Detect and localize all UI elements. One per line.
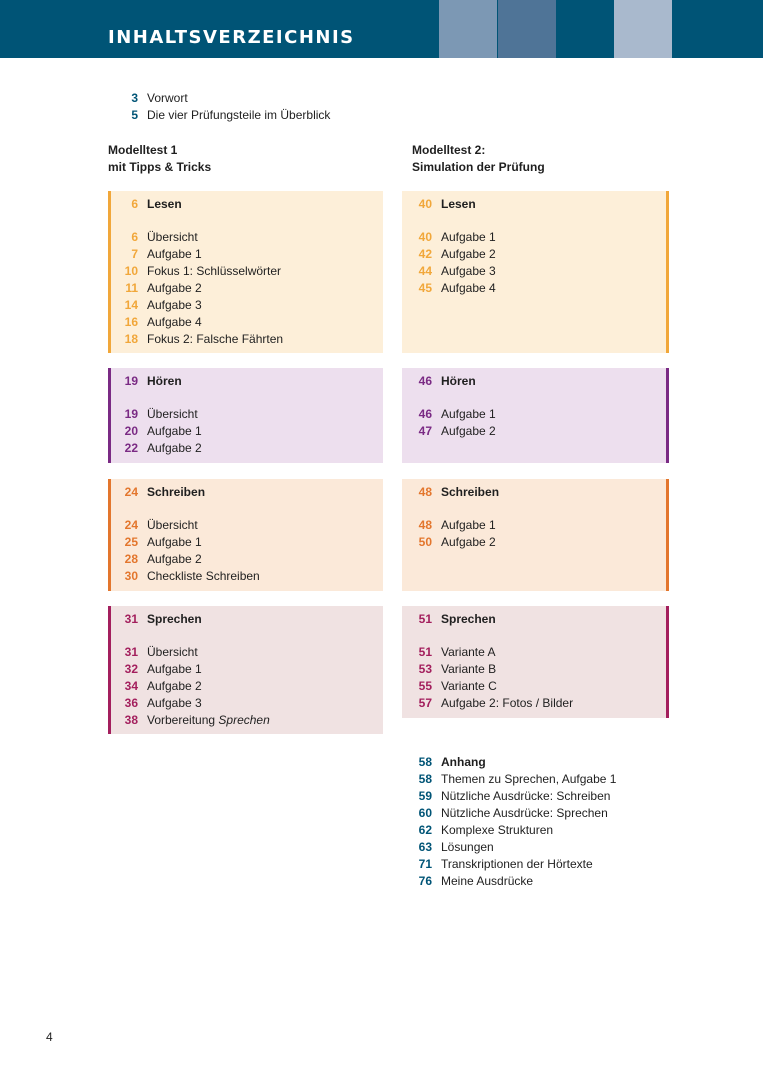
- toc-label: Sprechen: [147, 612, 202, 626]
- toc-section-heading[interactable]: [402, 373, 496, 390]
- toc-label: Sprechen: [441, 612, 496, 626]
- toc-label: Aufgabe 1: [147, 535, 202, 549]
- section-schreiben-modelltest-1: [108, 479, 383, 591]
- toc-entry[interactable]: [108, 517, 260, 534]
- toc-entry[interactable]: [108, 551, 260, 568]
- toc-label: Aufgabe 3: [147, 298, 202, 312]
- toc-page-number: 51: [418, 645, 432, 659]
- toc-section-heading[interactable]: [402, 484, 499, 501]
- toc-page-number: 48: [418, 518, 432, 532]
- toc-page-number: 51: [418, 612, 432, 626]
- toc-section-heading[interactable]: [402, 754, 616, 771]
- toc-page-number: 71: [418, 857, 432, 871]
- toc-label: Schreiben: [441, 485, 500, 499]
- toc-page-number: 40: [418, 230, 432, 244]
- toc-entry[interactable]: [402, 263, 496, 280]
- toc-label: Aufgabe 2: [147, 552, 202, 566]
- toc-label: Übersicht: [147, 645, 198, 659]
- toc-entry[interactable]: [402, 822, 616, 839]
- toc-page-number: 38: [124, 713, 138, 727]
- toc-entry[interactable]: [108, 661, 270, 678]
- toc-page-number: 46: [418, 407, 432, 421]
- toc-page-number: 30: [124, 569, 138, 583]
- toc-entry[interactable]: [402, 517, 499, 534]
- section-entries: [402, 611, 573, 712]
- header-decor-block: [614, 0, 672, 58]
- toc-page-number: 34: [124, 679, 138, 693]
- toc-page-number: 19: [124, 407, 138, 421]
- section-hoeren-modelltest-1: [108, 368, 383, 463]
- toc-page-number: 48: [418, 485, 432, 499]
- page-header: [0, 0, 763, 58]
- toc-label: Übersicht: [147, 518, 198, 532]
- toc-label: Aufgabe 1: [441, 230, 496, 244]
- toc-entry[interactable]: [108, 297, 283, 314]
- toc-entry[interactable]: [402, 771, 616, 788]
- toc-page-number: 55: [418, 679, 432, 693]
- toc-entry[interactable]: [402, 229, 496, 246]
- toc-label: Hören: [147, 374, 182, 388]
- toc-page-number: 24: [124, 485, 138, 499]
- toc-label: Transkriptionen der Hörtexte: [441, 857, 593, 871]
- section-entries: [402, 484, 499, 551]
- section-entries: [108, 196, 283, 348]
- toc-entry[interactable]: [402, 423, 496, 440]
- section-sprechen-modelltest-1: [108, 606, 383, 734]
- toc-entry[interactable]: [402, 873, 616, 890]
- toc-page-number: 53: [418, 662, 432, 676]
- toc-label: Anhang: [441, 755, 486, 769]
- toc-page-number: 45: [418, 281, 432, 295]
- toc-entry[interactable]: [108, 246, 283, 263]
- toc-label: Übersicht: [147, 407, 198, 421]
- toc-entry[interactable]: [402, 695, 573, 712]
- toc-label: Lesen: [441, 197, 476, 211]
- toc-page-number: 58: [418, 772, 432, 786]
- toc-page-number: 63: [418, 840, 432, 854]
- toc-page-number: 31: [124, 612, 138, 626]
- toc-entry[interactable]: [108, 314, 283, 331]
- toc-entry[interactable]: [108, 712, 270, 729]
- section-entries: [402, 196, 496, 297]
- toc-label: Aufgabe 2: [441, 535, 496, 549]
- toc-page-number: 6: [131, 230, 138, 244]
- toc-page-number: 31: [124, 645, 138, 659]
- toc-label-emphasis: Sprechen: [218, 713, 270, 727]
- toc-entry[interactable]: [402, 805, 616, 822]
- toc-label: Aufgabe 1: [147, 247, 202, 261]
- toc-entry[interactable]: [402, 406, 496, 423]
- toc-entry[interactable]: [402, 788, 616, 805]
- toc-page-number: 14: [124, 298, 138, 312]
- toc-entry[interactable]: [108, 331, 283, 348]
- toc-section-heading[interactable]: [108, 196, 283, 213]
- toc-page-number: 3: [131, 91, 138, 105]
- anhang-list: [402, 754, 616, 890]
- toc-label: Checkliste Schreiben: [147, 569, 260, 583]
- toc-entry[interactable]: [108, 440, 202, 457]
- toc-page-number: 47: [418, 424, 432, 438]
- toc-label: Die vier Prüfungsteile im Überblick: [147, 108, 331, 122]
- toc-label: Vorbereitung Sprechen: [147, 713, 270, 727]
- toc-page-number: 18: [124, 332, 138, 346]
- toc-entry[interactable]: [402, 661, 573, 678]
- toc-entry[interactable]: [108, 90, 330, 107]
- toc-page-number: 6: [131, 197, 138, 211]
- section-entries: [108, 611, 270, 729]
- section-schreiben-modelltest-2: [402, 479, 669, 591]
- page-number: 4: [46, 1030, 53, 1044]
- toc-page-number: 58: [418, 755, 432, 769]
- toc-entry[interactable]: [108, 568, 260, 585]
- toc-page-number: 32: [124, 662, 138, 676]
- toc-label: Aufgabe 3: [441, 264, 496, 278]
- column-heading-modelltest-1: Modelltest 1 mit Tipps & Tricks: [108, 143, 212, 174]
- toc-label: Meine Ausdrücke: [441, 874, 534, 888]
- toc-label: Übersicht: [147, 230, 198, 244]
- page-title: INHALTSVERZEICHNIS: [108, 27, 355, 48]
- toc-page-number: 16: [124, 315, 138, 329]
- toc-entry[interactable]: [402, 678, 573, 695]
- toc-entry[interactable]: [402, 644, 573, 661]
- toc-entry[interactable]: [402, 856, 616, 873]
- toc-label: Komplexe Strukturen: [441, 823, 554, 837]
- toc-page-number: 5: [131, 108, 138, 122]
- toc-entry[interactable]: [108, 644, 270, 661]
- toc-entry[interactable]: [402, 280, 496, 297]
- toc-section-heading[interactable]: [402, 611, 573, 628]
- toc-label: Aufgabe 4: [147, 315, 202, 329]
- toc-page-number: 60: [418, 806, 432, 820]
- toc-page-number: 24: [124, 518, 138, 532]
- toc-section-heading[interactable]: [402, 196, 496, 213]
- toc-label: Aufgabe 4: [441, 281, 496, 295]
- column-heading-modelltest-2: Modelltest 2: Simulation der Prüfung: [412, 143, 545, 174]
- section-hoeren-modelltest-2: [402, 368, 669, 463]
- toc-page-number: 40: [418, 197, 432, 211]
- section-entries: [108, 484, 260, 585]
- toc-section-heading[interactable]: [108, 611, 270, 628]
- toc-entry[interactable]: [402, 246, 496, 263]
- toc-label: Fokus 1: Schlüsselwörter: [147, 264, 282, 278]
- toc-entry[interactable]: [402, 534, 499, 551]
- toc-page-number: 19: [124, 374, 138, 388]
- toc-page-number: 22: [124, 441, 138, 455]
- toc-label: Aufgabe 1: [441, 518, 496, 532]
- toc-entry[interactable]: [108, 107, 330, 124]
- toc-entry[interactable]: [108, 695, 270, 712]
- toc-label: Aufgabe 2: Fotos / Bilder: [441, 696, 574, 710]
- toc-label: Aufgabe 3: [147, 696, 202, 710]
- toc-entry[interactable]: [108, 280, 283, 297]
- toc-label: Lösungen: [441, 840, 494, 854]
- toc-section-heading[interactable]: [108, 484, 260, 501]
- toc-entry[interactable]: [108, 678, 270, 695]
- section-sprechen-modelltest-2: [402, 606, 669, 718]
- toc-label: Hören: [441, 374, 476, 388]
- toc-page-number: 46: [418, 374, 432, 388]
- toc-label: Schreiben: [147, 485, 206, 499]
- toc-entry[interactable]: [108, 229, 283, 246]
- toc-label: Aufgabe 2: [147, 281, 202, 295]
- toc-label: Aufgabe 2: [441, 424, 496, 438]
- toc-label: Aufgabe 2: [147, 441, 202, 455]
- toc-page-number: 42: [418, 247, 432, 261]
- toc-page-number: 7: [131, 247, 138, 261]
- toc-page-number: 76: [418, 874, 432, 888]
- header-decor-block: [439, 0, 497, 58]
- section-lesen-modelltest-1: [108, 191, 383, 353]
- toc-entry[interactable]: [108, 423, 202, 440]
- toc-page-number: 50: [418, 535, 432, 549]
- toc-page-number: 57: [418, 696, 432, 710]
- toc-label: Nützliche Ausdrücke: Sprechen: [441, 806, 608, 820]
- intro-list: [108, 90, 330, 124]
- toc-entry[interactable]: [108, 406, 202, 423]
- toc-page-number: 59: [418, 789, 432, 803]
- toc-page-number: 10: [124, 264, 138, 278]
- section-lesen-modelltest-2: [402, 191, 669, 353]
- toc-page-number: 62: [418, 823, 432, 837]
- toc-label: Aufgabe 1: [147, 662, 202, 676]
- toc-label: Aufgabe 1: [147, 424, 202, 438]
- toc-label: Variante C: [441, 679, 497, 693]
- toc-entry[interactable]: [108, 263, 283, 280]
- toc-page-number: 11: [125, 281, 138, 295]
- toc-page-number: 44: [418, 264, 432, 278]
- toc-entry[interactable]: [108, 534, 260, 551]
- toc-page-number: 25: [124, 535, 138, 549]
- toc-label: Aufgabe 2: [441, 247, 496, 261]
- toc-label: Fokus 2: Falsche Fährten: [147, 332, 284, 346]
- toc-label: Lesen: [147, 197, 182, 211]
- toc-page-number: 36: [124, 696, 138, 710]
- toc-page-number: 28: [124, 552, 138, 566]
- toc-label: Variante A: [441, 645, 496, 659]
- toc-page-number: 20: [124, 424, 138, 438]
- section-entries: [108, 373, 202, 457]
- toc-section-heading[interactable]: [108, 373, 202, 390]
- section-entries: [402, 373, 496, 440]
- toc-label: Aufgabe 1: [441, 407, 496, 421]
- toc-label: Vorwort: [147, 91, 188, 105]
- toc-entry[interactable]: [402, 839, 616, 856]
- toc-label: Themen zu Sprechen, Aufgabe 1: [441, 772, 617, 786]
- toc-label: Nützliche Ausdrücke: Schreiben: [441, 789, 611, 803]
- header-decor-block: [498, 0, 556, 58]
- toc-label: Aufgabe 2: [147, 679, 202, 693]
- toc-label: Variante B: [441, 662, 497, 676]
